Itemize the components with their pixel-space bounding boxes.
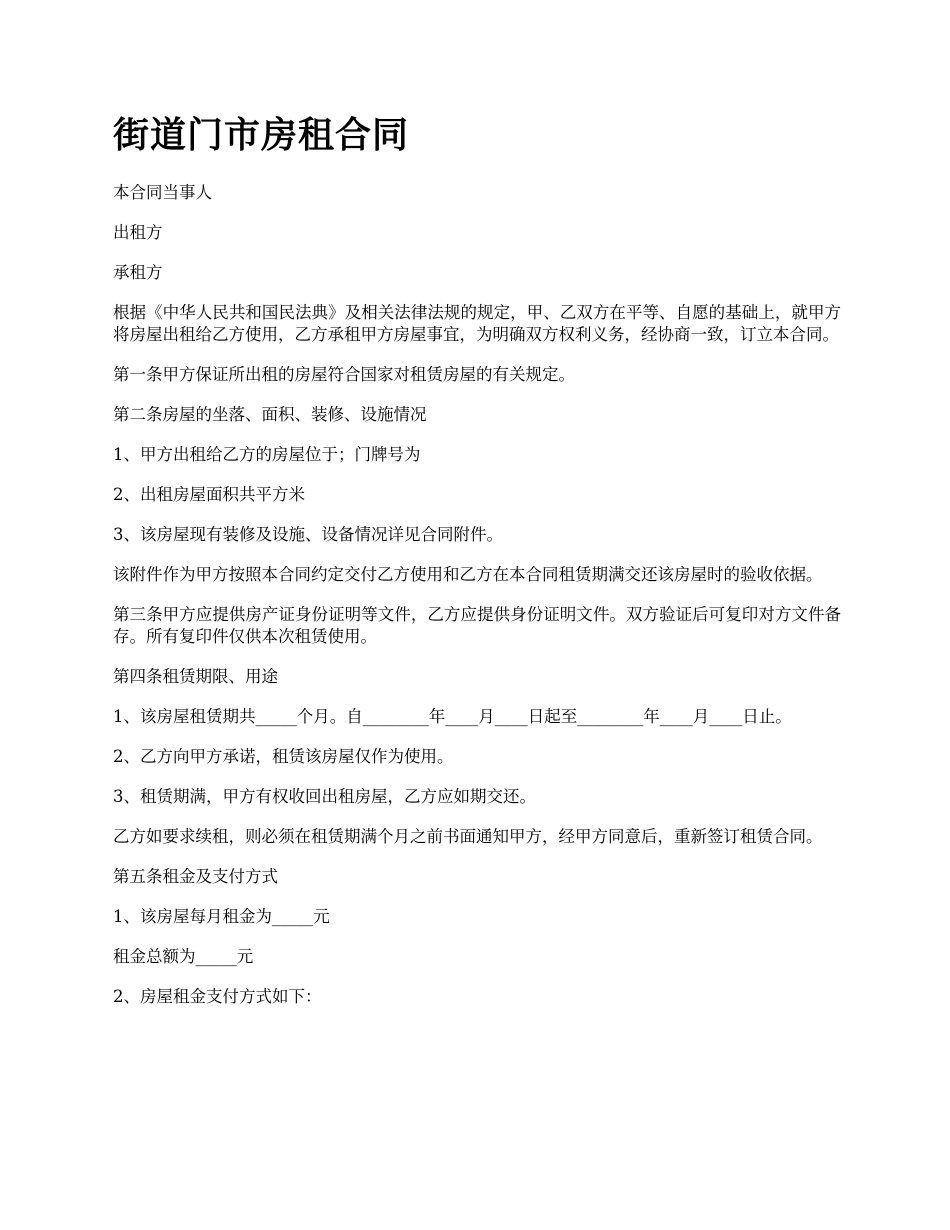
paragraph-article-5-item-1: 1、该房屋每月租金为_____元 xyxy=(113,907,330,926)
paragraph-article-5-item-2: 2、房屋租金支付方式如下： xyxy=(113,987,322,1006)
paragraph-attachment-note: 该附件作为甲方按照本合同约定交付乙方使用和乙方在本合同租赁期满交还该房屋时的验收依据。 xyxy=(113,565,823,584)
paragraph-article-3: 第三条甲方应提供房产证身份证明等文件，乙方应提供身份证明文件。双方验证后可复印对方文件备存。所有复印件仅供本次租赁使用。 xyxy=(113,605,841,646)
paragraph-article-4-item-2: 2、乙方向甲方承诺，租赁该房屋仅作为使用。 xyxy=(113,747,454,766)
paragraph-parties-intro: 本合同当事人 xyxy=(113,183,212,202)
document-page xyxy=(113,112,841,1026)
paragraph-preamble: 根据《中华人民共和国民法典》及相关法律法规的规定，甲、乙双方在平等、自愿的基础上，就甲方将房屋出租给乙方使用，乙方承租甲方房屋事宜，为明确双方权利义务，经协商一致，订立本合同。 xyxy=(113,303,841,344)
paragraph-article-2-item-1: 1、甲方出租给乙方的房屋位于；门牌号为 xyxy=(113,445,421,464)
paragraph-article-4-item-3: 3、租赁期满，甲方有权收回出租房屋，乙方应如期交还。 xyxy=(113,787,536,806)
paragraph-rent-total: 租金总额为_____元 xyxy=(113,947,254,966)
document-title: 街道门市房租合同 xyxy=(113,115,410,156)
paragraph-lessor: 出租方 xyxy=(113,223,163,242)
paragraph-article-1: 第一条甲方保证所出租的房屋符合国家对租赁房屋的有关规定。 xyxy=(113,365,575,384)
paragraph-article-2-item-2: 2、出租房屋面积共平方米 xyxy=(113,485,305,504)
paragraph-lessee: 承租方 xyxy=(113,263,163,282)
paragraph-article-5-heading: 第五条租金及支付方式 xyxy=(113,867,278,886)
paragraph-article-2-heading: 第二条房屋的坐落、面积、装修、设施情况 xyxy=(113,405,427,424)
paragraph-article-4-item-1: 1、该房屋租赁期共_____个月。自________年____月____日起至________年____月____日止。 xyxy=(113,707,792,726)
paragraph-article-2-item-3: 3、该房屋现有装修及设施、设备情况详见合同附件。 xyxy=(113,525,503,544)
paragraph-article-4-heading: 第四条租赁期限、用途 xyxy=(113,667,278,686)
paragraph-renewal-note: 乙方如要求续租，则必须在租赁期满个月之前书面通知甲方，经甲方同意后，重新签订租赁合同。 xyxy=(113,827,823,846)
